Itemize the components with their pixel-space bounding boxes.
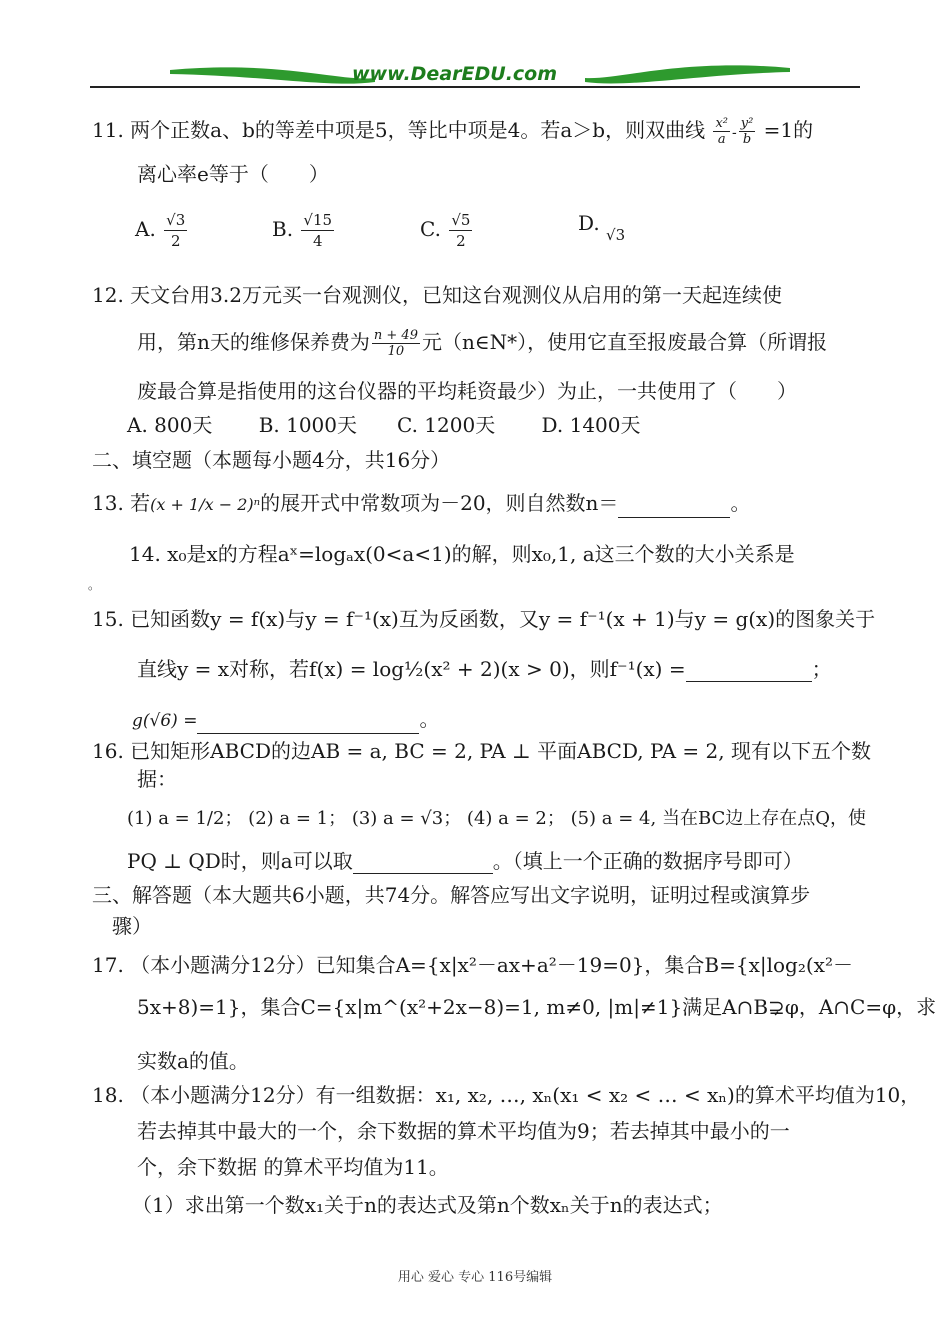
q11-option-b: B. $\frac{√15}{4}$ — [272, 211, 333, 250]
q15-line1: 15. 已知函数y = f(x)与y = f⁻¹(x)互为反函数，又y = f⁻¹(x + 1)与y = g(x)的图象关于 — [92, 607, 876, 631]
q12-fee-fraction: $\frac{n + 49}{10}$ — [373, 328, 418, 359]
q18-line1: 18. （本小题满分12分）有一组数据：x₁, x₂, …, xₙ(x₁ < x₂ < … < xₙ)的算术平均值为10， — [92, 1083, 921, 1107]
q15-answer-blank-2 — [197, 713, 419, 734]
q16-answer-blank — [353, 853, 493, 874]
q11-hyperbola-eq: $\frac{\text{x²}}{a}$ - $\frac{\text{y²}}{b}$ — [715, 116, 754, 147]
q11-line2: 离心率e等于（ ） — [137, 162, 329, 186]
q15-line2: 直线y = x对称，若f(x) = log½(x² + 2)(x > 0)，则f⁻¹(x) = — [137, 657, 686, 681]
q15-answer-blank-1 — [686, 661, 812, 682]
q18-line2: 若去掉其中最大的一个，余下数据的算术平均值为9；若去掉其中最小的一 — [137, 1119, 790, 1143]
q13-answer-blank — [618, 497, 730, 518]
q12-line2-a: 用，第n天的维修保养费为 — [137, 330, 370, 354]
q11-stem: 11. 两个正数a、b的等差中项是5，等比中项是4。若a＞b，则双曲线 — [92, 118, 706, 142]
q18-line3: 个，余下数据 的算术平均值为11。 — [137, 1155, 449, 1179]
q17-line1: 17. （本小题满分12分）已知集合A={x|x²－ax+a²－19=0}，集合B={x|log₂(x²－ — [92, 953, 853, 977]
question-13: 13. 若(x + 1/x − 2)ⁿ的展开式中常数项为－20，则自然数n＝ 。 — [92, 490, 750, 518]
q16-line2: 据： — [137, 767, 177, 791]
q16-line4-a: PQ ⊥ QD时，则a可以取 — [127, 849, 353, 873]
q12-options: A. 800天 B. 1000天 C. 1200天 D. 1400天 — [127, 413, 641, 437]
q12-line1: 12. 天文台用3.2万元买一台观测仪，已知这台观测仪从启用的第一天起连续使 — [92, 283, 782, 307]
q11-option-a: A. $\frac{√3}{2}$ — [135, 211, 186, 250]
q14-trailing-dot: 。 — [88, 578, 101, 592]
q12-line3: 废最合算是指使用的这台仪器的平均耗资最少）为止，一共使用了（ ） — [137, 379, 797, 403]
q13-expression: (x + 1/x − 2)ⁿ — [150, 495, 261, 514]
q16-line4-b: 。（填上一个正确的数据序号即可） — [492, 849, 803, 873]
q16-line1: 16. 已知矩形ABCD的边AB = a, BC = 2, PA ⊥ 平面ABCD, PA = 2, 现有以下五个数 — [92, 739, 871, 763]
q11-option-d: D. $_{√3}$ — [578, 211, 626, 244]
q12-line2-b: 元（n∈N*），使用它直至报废最合算（所谓报 — [421, 330, 828, 354]
q17-line3: 实数a的值。 — [137, 1049, 249, 1073]
q18-line4: （1）求出第一个数x₁关于n的表达式及第n个数xₙ关于n的表达式； — [132, 1193, 723, 1217]
q17-line2: 5x+8)=1}，集合C={x|m^(x²+2x−8)=1, m≠0, |m|≠1}满足A∩B⊋φ，A∩C=φ，求 — [137, 995, 937, 1019]
header-logo-text: www.DearEDU.com — [352, 63, 558, 85]
question-14: 14. x₀是x的方程aˣ=logₐx(0<a<1)的解，则x₀,1, a这三个数的大小关系是 — [129, 542, 795, 566]
q15-line3: g(√6) = — [132, 711, 198, 731]
q16-line3: (1) a = 1/2； (2) a = 1； (3) a = √3； (4) a = 2； (5) a = 4, 当在BC边上存在点Q，使 — [127, 808, 867, 829]
q11-eq-tail: =1的 — [763, 118, 814, 142]
header-rule — [90, 86, 860, 88]
section-2-heading: 二、填空题（本题每小题4分，共16分） — [92, 448, 451, 472]
page-footer: 用心 爱心 专心 116号编辑 — [397, 1270, 553, 1285]
q11-option-c: C. $\frac{√5}{2}$ — [420, 211, 471, 250]
